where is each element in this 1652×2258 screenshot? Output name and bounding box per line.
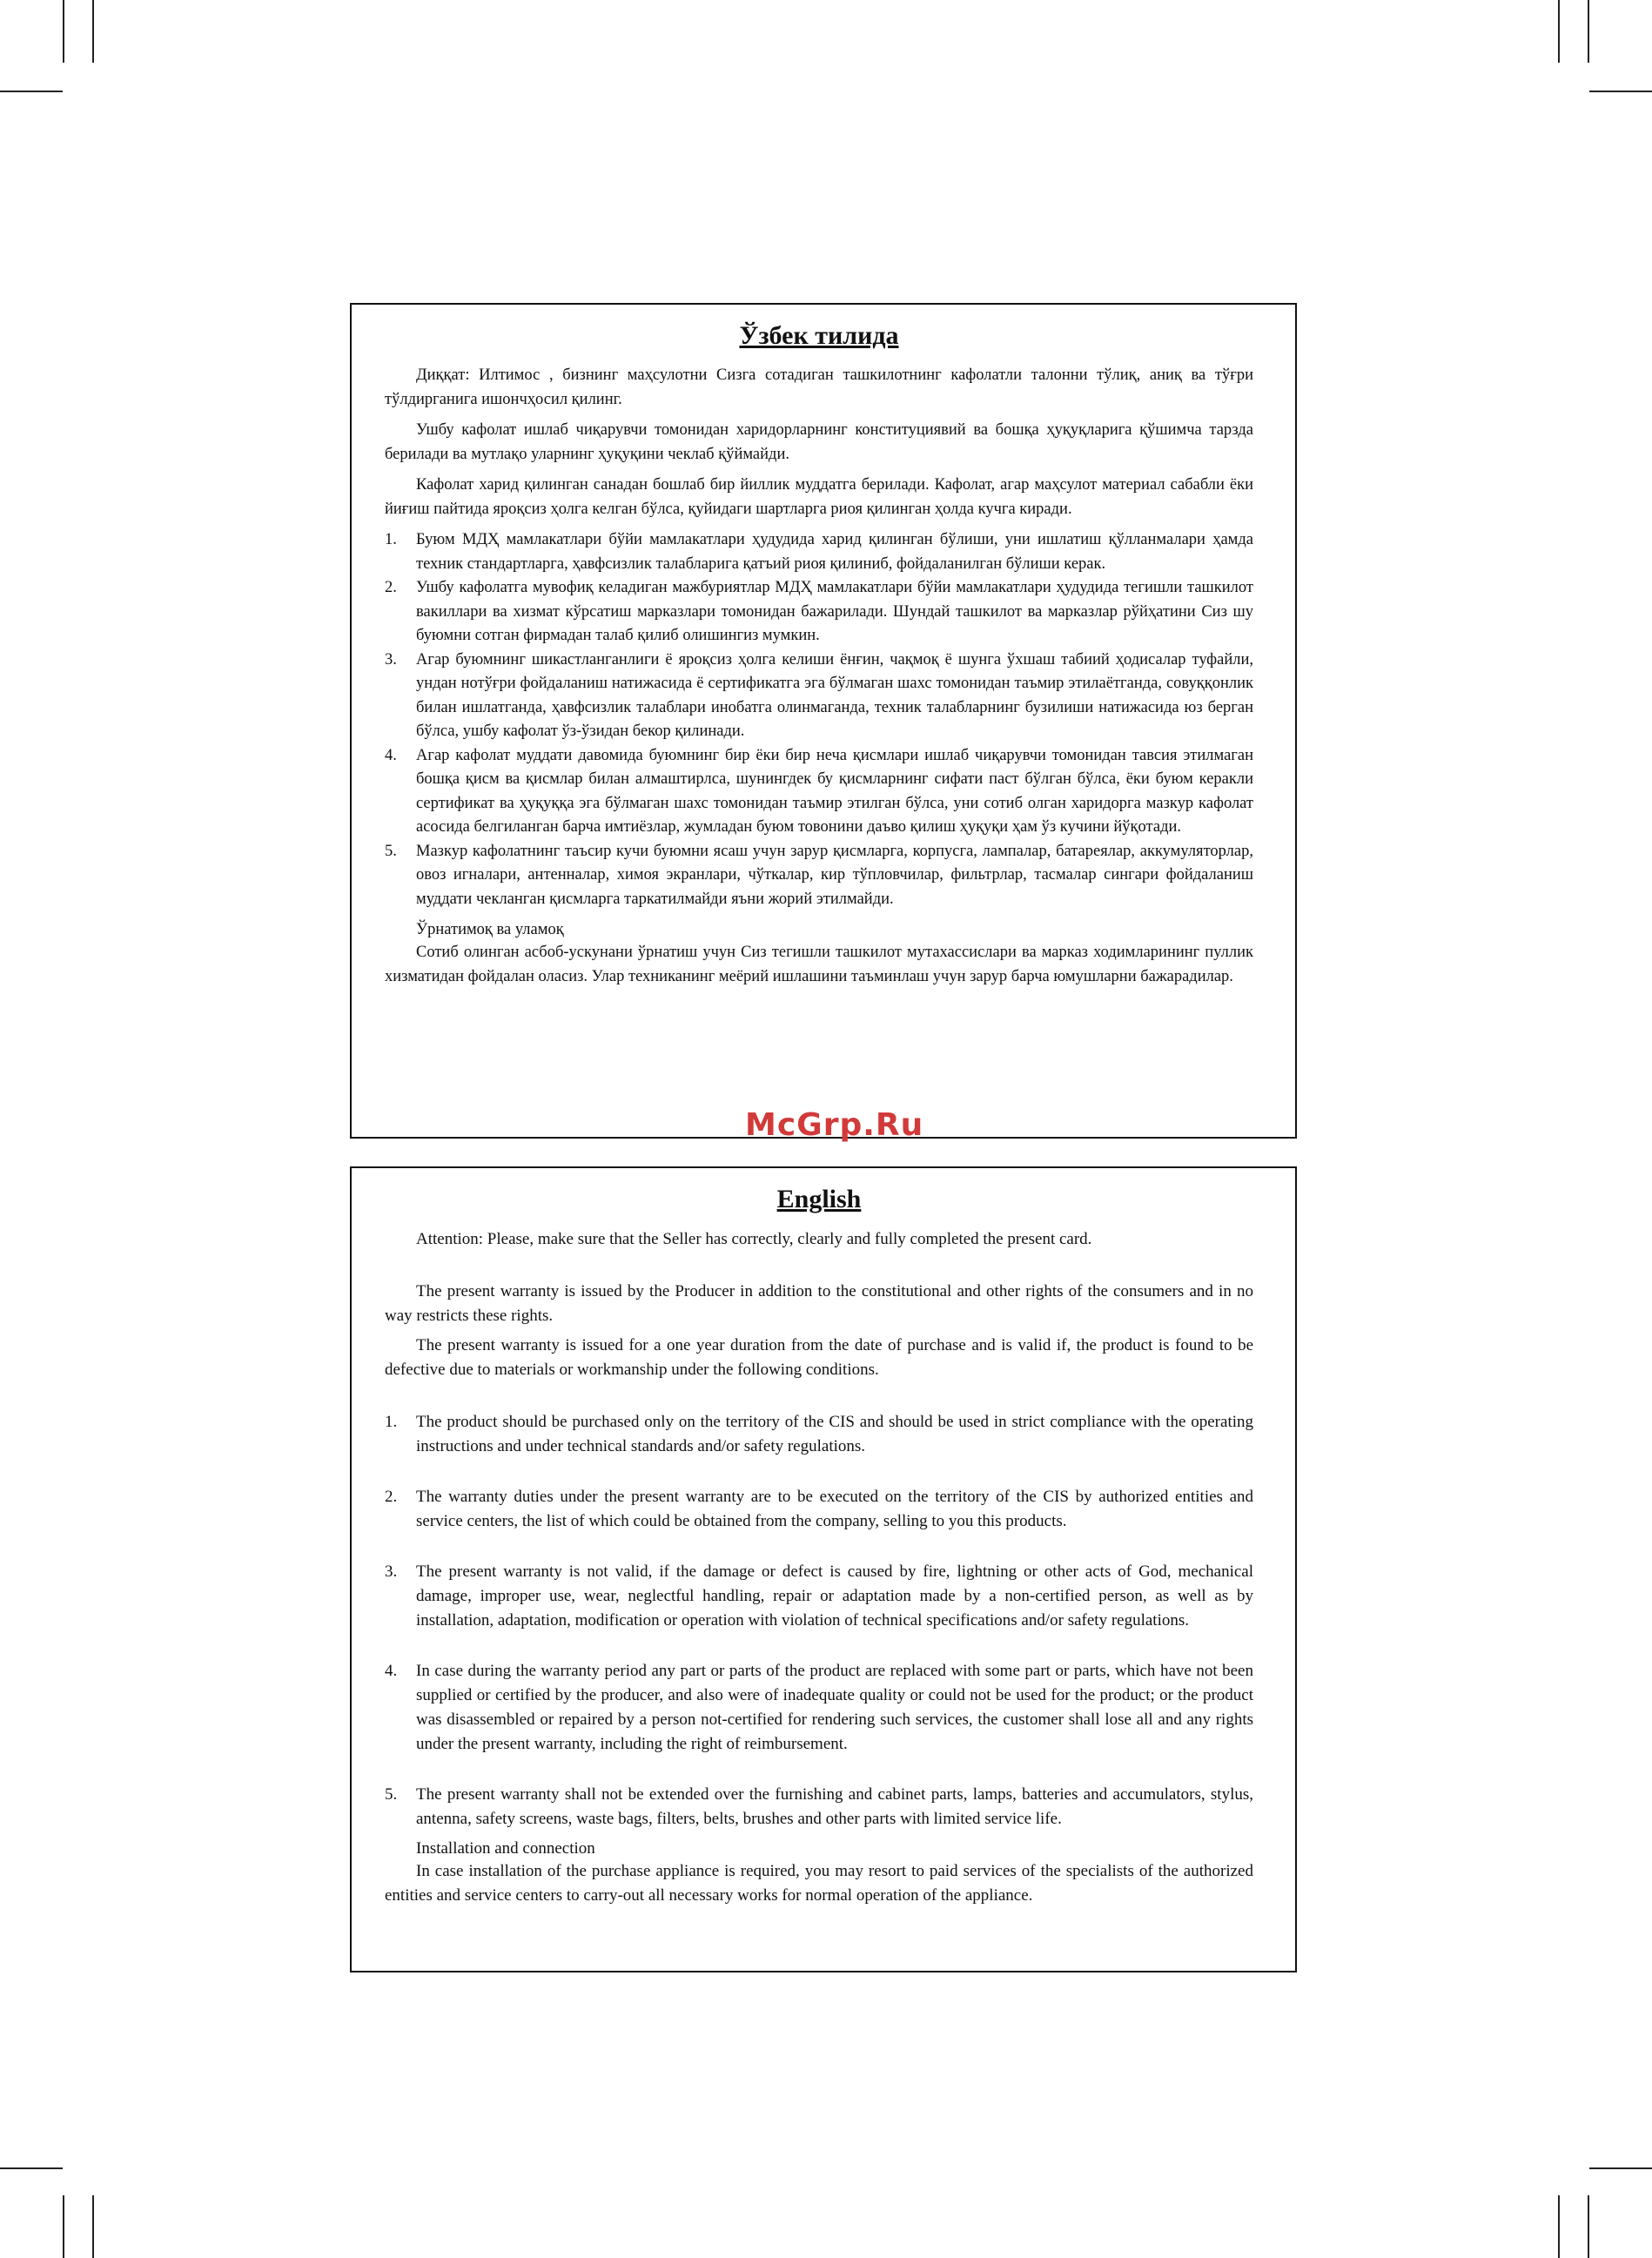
- conditions-list: [385, 528, 1253, 911]
- installation-heading: Ўрнатимоқ ва уламоқ: [416, 921, 564, 938]
- list-item: 5. The present warranty shall not be extended over the furnishing and cabinet parts, lamps, batteries and accumulators, stylus, antenna, safety screens, waste bags, filters, belts, brushes and other parts with limited service life.: [385, 1785, 1253, 1828]
- crop-mark: [1589, 2167, 1652, 2169]
- installation-heading: Installation and connection: [416, 1839, 595, 1858]
- duration-paragraph: The present warranty is issued for a one year duration from the date of purchase and is valid if, the product is found to be defective due to materials or workmanship under the following conditions.: [385, 1336, 1253, 1379]
- crop-mark: [1558, 0, 1560, 63]
- list-item: 3. Агар буюмнинг шикастланганлиги ё яроқсиз ҳолга келиши ёнғин, чақмоқ ё шунга ўхшаш табиий ҳодисалар туфайли, ундан нотўғри фойдаланиш натижасида ё сертификатга эга бўлмаган шахс томонидан таъмир этилаётганда, совуққонлик билан ишлатганда, ҳавфсизлик талаблари инобатга олинмаганда, техник талабларнинг бузилиши натижасида юз берган бўлса, ушбу кафолат ўз-ўзидан бекор қилинади.: [385, 650, 1253, 740]
- crop-mark: [0, 2167, 63, 2169]
- list-item: 1. The product should be purchased only on the territory of the CIS and should be used in strict compliance with the operating instructions and under technical standards and/or safety regulations.: [385, 1413, 1253, 1455]
- list-item: 5. Мазкур кафолатнинг таъсир кучи буюмни ясаш учун зарур қисмларга, корпусга, лампалар, батареялар, аккумуляторлар, овоз игналари, антенналар, химоя экранлари, чўткалар, кир тўпловчилар, фильтрлар, тасмалар сингари фойдаланиш муддати чекланган қисмларга таркатилмайди яъни жорий этилмайди.: [385, 842, 1253, 908]
- english-warranty-section: [350, 1166, 1297, 1972]
- crop-mark: [0, 91, 63, 92]
- list-item: 2. Ушбу кафолатга мувофиқ келадиган мажбуриятлар МДҲ мамлакатлари бўйи мамлакатлари ҳудудида тегишли ташкилот вакиллари ва хизмат кўрсатиш марказлари томонидан бажарилади. Шундай ташкилот ва марказлар рўйҳатини Сиз шу буюмни сотган фирмадан талаб қилиб олишингиз мумкин.: [385, 579, 1253, 644]
- rights-paragraph: Ушбу кафолат ишлаб чиқарувчи томонидан харидорларнинг конституциявий ва бошқа ҳуқуқларига қўшимча тарзда берилади ва мутлақо уларнинг ҳуқуқини чеклаб қўймайди.: [385, 421, 1253, 463]
- crop-mark: [92, 0, 94, 63]
- crop-mark: [63, 0, 64, 63]
- conditions-list: [385, 1410, 1253, 1831]
- list-item: 3. The present warranty is not valid, if the damage or defect is caused by fire, lightning or other acts of God, mechanical damage, improper use, wear, neglectful handling, repair or adaptation made by a non-certified person, as well as by installation, adaptation, modification or operation with violation of technical specifications and/or safety regulations.: [385, 1562, 1253, 1630]
- watermark: McGrp.Ru: [745, 1107, 924, 1143]
- attention-paragraph: Диққат: Илтимос , бизнинг маҳсулотни Сизга сотадиган ташкилотнинг кафолатли талонни тўлиқ, аниқ ва тўғри тўлдирганига ишончҳосил қилинг.: [385, 366, 1253, 408]
- list-item: 2. The warranty duties under the present warranty are to be executed on the territory of the CIS by authorized entities and service centers, the list of which could be obtained from the company, selling to you this products.: [385, 1488, 1253, 1530]
- uzbek-warranty-section: [350, 303, 1297, 1139]
- list-item: 4. In case during the warranty period any part or parts of the product are replaced with some part or parts, which have not been supplied or certified by the producer, and also were of inadequate quality or could not be used for the product; or the product was disassembled or repaired by a person not-certified for rendering such services, the customer shall lose all and any rights under the present warranty, including the right of reimbursement.: [385, 1662, 1253, 1753]
- crop-mark: [1589, 91, 1652, 92]
- installation-paragraph: Сотиб олинган асбоб-ускунани ўрнатиш учун Сиз тегишли ташкилот мутахассислари ва марказ ходимларининг пуллик хизматидан фойдалан оласиз. Улар техниканинг меёрий ишлашини таъминлаш учун зарур барча юмушларни бажарадилар.: [385, 944, 1253, 985]
- crop-mark: [1558, 2195, 1560, 2258]
- crop-mark: [92, 2195, 94, 2258]
- crop-mark: [1588, 2195, 1589, 2258]
- section-title: English: [776, 1185, 862, 1213]
- crop-mark: [63, 2195, 64, 2258]
- crop-mark: [1588, 0, 1589, 63]
- attention-paragraph: Attention: Please, make sure that the Seller has correctly, clearly and fully completed the present card.: [416, 1230, 1092, 1248]
- installation-paragraph: In case installation of the purchase appliance is required, you may resort to paid services of the specialists of the authorized entities and service centers to carry-out all necessary works for normal operation of the appliance.: [385, 1862, 1253, 1905]
- list-item: 4. Агар кафолат муддати давомида буюмнинг бир ёки бир неча қисмлари ишлаб чиқарувчи томонидан тавсия этилмаган бошқа қисм ва қисмлар билан алмаштирлса, шунингдек бу қисмларнинг сифати паст бўлган бўлса, ёки буюм керакли сертификат ва ҳуқуққа эга бўлмаган шахс томонидан таъмир этилган бўлса, уни сотиб олган харидорга мазкур кафолат асосида белгиланган барча имтиёзлар, жумладан буюм товонини даъво қилиш ҳуқуқи ҳам ўз кучини йўқотади.: [385, 746, 1253, 836]
- list-item: 1. Буюм МДҲ мамлакатлари бўйи мамлакатлари ҳудудида харид қилинган бўлиши, уни ишлатиш қўлланмалари ҳамда техник стандартларга, ҳавфсизлик талабларига қатъий риоя қилиниб, фойдаланилган бўлиши керак.: [385, 531, 1253, 573]
- rights-paragraph: The present warranty is issued by the Producer in addition to the constitutional and other rights of the consumers and in no way restricts these rights.: [385, 1282, 1253, 1325]
- duration-paragraph: Кафолат харид қилинган санадан бошлаб бир йиллик муддатга берилади. Кафолат, агар маҳсулот материал сабабли ёки йиғиш пайтида яроқсиз ҳолга келган бўлса, қуйидаги шартларга риоя қилинган ҳолда кучга киради.: [385, 476, 1253, 518]
- section-title: Ўзбек тилида: [739, 321, 899, 350]
